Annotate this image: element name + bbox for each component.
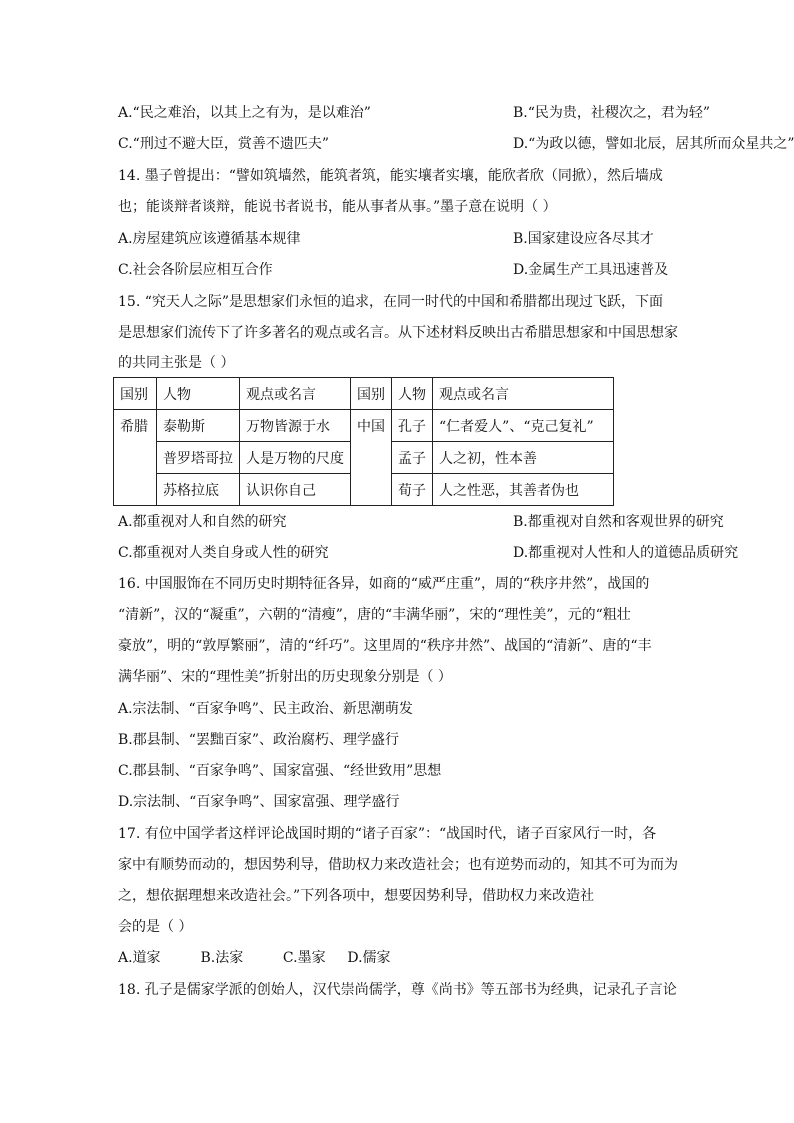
header-country-china: 国别 bbox=[351, 378, 392, 410]
q16-option-d: D.宗法制、“百家争鸣”、国家富强、理学盛行 bbox=[118, 794, 400, 810]
q15-option-d: D.都重视对人性和人的道德品质研究 bbox=[513, 545, 739, 561]
q14-option-a: A.房屋建筑应该遵循基本规律 bbox=[118, 231, 301, 247]
q14-options-row1 bbox=[118, 229, 654, 249]
q14-stem-line2: 也；能谈辩者谈辩，能说书者说书，能从事者从事。”墨子意在说明（ ） bbox=[118, 199, 557, 215]
q13-options-row2 bbox=[118, 134, 794, 154]
q14-stem-line1: 14. 墨子曾提出：“譬如筑墙然，能筑者筑，能实壤者实壤，能欣者欣（同掀），然后墙成 bbox=[118, 168, 663, 184]
greek-view: 万物皆源于水 bbox=[240, 410, 351, 442]
q13-option-a: A.“民之难治，以其上之有为，是以难治” bbox=[118, 105, 371, 121]
q17-stem-line3: 之，想依据理想来改造社会。”下列各项中，想要因势利导，借助权力来改造社 bbox=[118, 888, 595, 904]
table-row bbox=[114, 410, 614, 442]
q16-stem-line4: 满华丽”、宋的“理性美”折射出的历史现象分别是（ ） bbox=[118, 669, 452, 685]
q15-stem-line1: 15. “究天人之际”是思想家们永恒的追求，在同一时代的中国和希腊都出现过飞跃，下面 bbox=[118, 294, 664, 310]
q17-option-d: D.儒家 bbox=[347, 950, 391, 966]
q15-comparison-table bbox=[113, 377, 614, 506]
q17-stem-line2: 家中有顺势而动的，想因势利导，借助权力来改造社会；也有逆势而动的，知其不可为而为 bbox=[118, 857, 678, 873]
q16-stem-line1: 16. 中国服饰在不同历史时期特征各异，如商的“威严庄重”，周的“秩序井然”，战国的 bbox=[118, 576, 650, 592]
chinese-view: “仁者爱人”、“克己复礼” bbox=[433, 410, 614, 442]
q14-option-c: C.社会各阶层应相互合作 bbox=[118, 262, 273, 278]
chinese-view: 人之初，性本善 bbox=[433, 442, 614, 474]
q13-options-row1 bbox=[118, 103, 711, 123]
greek-person: 泰勒斯 bbox=[157, 410, 240, 442]
q16-stem-line2: “清新”，汉的“凝重”，六朝的“清瘦”，唐的“丰满华丽”，宋的“理性美”，元的“粗壮 bbox=[118, 607, 631, 623]
q15-option-a: A.都重视对人和自然的研究 bbox=[118, 514, 287, 530]
chinese-view: 人之性恶，其善者伪也 bbox=[433, 474, 614, 506]
q14-option-d: D.金属生产工具迅速普及 bbox=[513, 262, 669, 278]
q14-options-row2 bbox=[118, 260, 669, 280]
header-person-china: 人物 bbox=[392, 378, 433, 410]
q15-option-c: C.都重视对人类自身或人性的研究 bbox=[118, 545, 329, 561]
greek-view: 认识你自己 bbox=[240, 474, 351, 506]
q17-option-a: A.道家 bbox=[118, 950, 161, 966]
header-view-china: 观点或名言 bbox=[433, 378, 614, 410]
header-view-greece: 观点或名言 bbox=[240, 378, 351, 410]
chinese-person: 孔子 bbox=[392, 410, 433, 442]
q15-options-row2 bbox=[118, 543, 739, 563]
q13-option-d: D.“为政以德，譬如北辰，居其所而众星共之” bbox=[513, 136, 794, 152]
q18-stem-line1: 18. 孔子是儒家学派的创始人，汉代崇尚儒学，尊《尚书》等五部书为经典，记录孔子言论 bbox=[118, 982, 677, 998]
table-header-row bbox=[114, 378, 614, 410]
header-country-greece: 国别 bbox=[114, 378, 157, 410]
country-china: 中国 bbox=[351, 410, 392, 506]
greek-person: 苏格拉底 bbox=[157, 474, 240, 506]
greek-view: 人是万物的尺度 bbox=[240, 442, 351, 474]
chinese-person: 荀子 bbox=[392, 474, 433, 506]
q15-stem-line2: 是思想家们流传下了许多著名的观点或名言。从下述材料反映出古希腊思想家和中国思想家 bbox=[118, 325, 678, 341]
q13-option-c: C.“刑过不避大臣，赏善不遗匹夫” bbox=[118, 136, 329, 152]
q15-options-row1 bbox=[118, 512, 724, 532]
greek-person: 普罗塔哥拉 bbox=[157, 442, 240, 474]
q16-option-b: B.郡县制、“罢黜百家”、政治腐朽、理学盛行 bbox=[118, 732, 400, 748]
q15-stem-line3: 的共同主张是（ ） bbox=[118, 355, 235, 371]
q17-option-c: C.墨家 bbox=[282, 950, 326, 966]
q17-stem-line1: 17. 有位中国学者这样评论战国时期的“诸子百家”：“战国时代，诸子百家风行一时，各 bbox=[118, 826, 657, 842]
chinese-person: 孟子 bbox=[392, 442, 433, 474]
q17-stem-line4: 会的是（ ） bbox=[118, 919, 193, 935]
q16-option-a: A.宗法制、“百家争鸣”、民主政治、新思潮萌发 bbox=[118, 701, 413, 717]
q13-option-b: B.“民为贵，社稷次之，君为轻” bbox=[513, 105, 711, 121]
q16-stem-line3: 豪放”，明的“敦厚繁丽”，清的“纤巧”。这里周的“秩序井然”、战国的“清新”、唐的“丰 bbox=[118, 638, 652, 654]
q14-option-b: B.国家建设应各尽其才 bbox=[513, 231, 654, 247]
q15-option-b: B.都重视对自然和客观世界的研究 bbox=[513, 514, 724, 530]
q16-option-c: C.郡县制、“百家争鸣”、国家富强、“经世致用”思想 bbox=[118, 763, 442, 779]
header-person-greece: 人物 bbox=[157, 378, 240, 410]
q17-options-row bbox=[118, 948, 391, 968]
q17-option-b: B.法家 bbox=[200, 950, 244, 966]
country-greece: 希腊 bbox=[114, 410, 157, 506]
